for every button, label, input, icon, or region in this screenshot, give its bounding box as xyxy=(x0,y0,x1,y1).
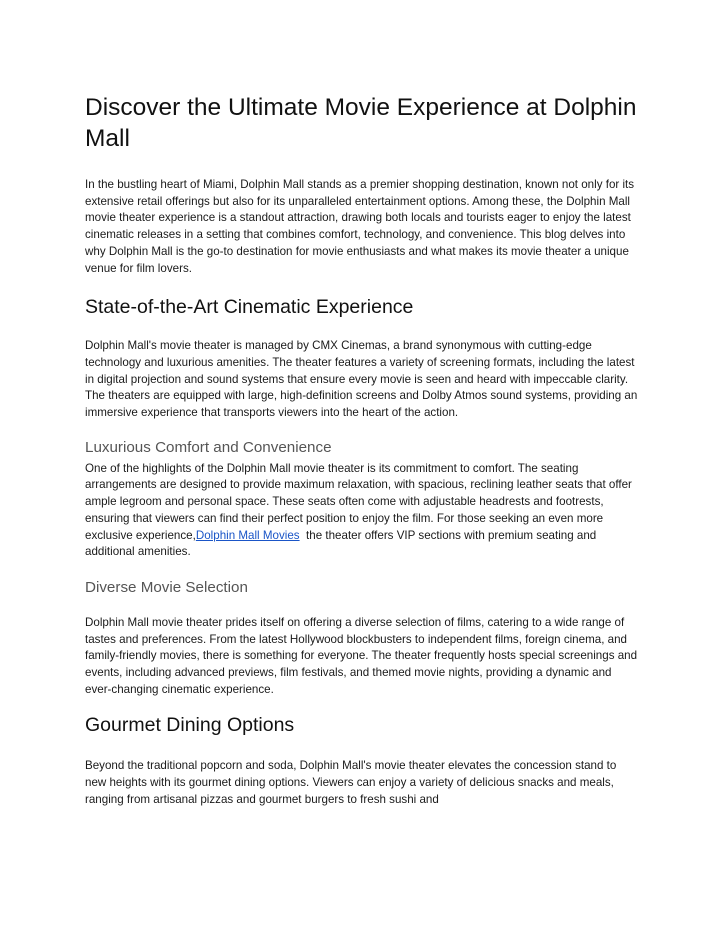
comfort-text-before-link: One of the highlights of the Dolphin Mall movie theater is its commitment to comfort. The seating arrangements are designed to provide maximum relaxation, with spacious, reclining leather seats that offer ample legroom and personal space. These seats often come with adjustable headrests and footrests, ensuring that viewers can find their perfect position to enjoy the film. For those seeking an even more exclusive experience, xyxy=(85,461,632,542)
section-heading-dining: Gourmet Dining Options xyxy=(85,714,295,737)
section-heading-cinematic-experience: State-of-the-Art Cinematic Experience xyxy=(85,296,414,319)
section-paragraph-movie-selection: Dolphin Mall movie theater prides itself on offering a diverse selection of films, catering to a wide range of tastes and preferences. From the latest Hollywood blockbusters to independent films, foreign cinema, and family-friendly movies, there is something for everyone. The theater frequently hosts special screenings and events, including advanced previews, film festivals, and themed movie nights, providing a dynamic and ever-changing cinematic experience. xyxy=(85,615,638,696)
intro-paragraph: In the bustling heart of Miami, Dolphin Mall stands as a premier shopping destination, known not only for its extensive retail offerings but also for its unparalleled entertainment options. Among these, the Dolphin Mall movie theater experience is a standout attraction, drawing both locals and tourists eager to enjoy the latest cinematic releases in a setting that combines comfort, technology, and convenience. This blog delves into why Dolphin Mall is the go-to destination for movie enthusiasts and what makes its movie theater a unique venue for film lovers. xyxy=(85,178,635,275)
section-paragraph-comfort xyxy=(85,461,640,561)
dolphin-mall-movies-link[interactable]: Dolphin Mall Movies xyxy=(195,528,300,542)
section-heading-movie-selection: Diverse Movie Selection xyxy=(85,578,248,596)
section-heading-comfort: Luxurious Comfort and Convenience xyxy=(85,438,332,456)
document-page xyxy=(85,92,640,809)
comfort-text-after-link: the theater offers VIP sections with premium seating and additional amenities. xyxy=(85,528,600,559)
page-title: Discover the Ultimate Movie Experience at Dolphin Mall xyxy=(85,94,637,152)
section-paragraph-cinematic-experience: Dolphin Mall's movie theater is managed by CMX Cinemas, a brand synonymous with cutting-edge technology and luxurious amenities. The theater features a variety of screening formats, including the latest in digital projection and sound systems that ensure every movie is seen and heard with impeccable clarity. The theaters are equipped with large, high-definition screens and Dolby Atmos sound systems, providing an immersive experience that transports viewers into the heart of the action. xyxy=(85,339,638,420)
section-paragraph-dining: Beyond the traditional popcorn and soda, Dolphin Mall's movie theater elevates the concession stand to new heights with its gourmet dining options. Viewers can enjoy a variety of delicious snacks and meals, ranging from artisanal pizzas and gourmet burgers to fresh sushi and xyxy=(85,759,617,806)
